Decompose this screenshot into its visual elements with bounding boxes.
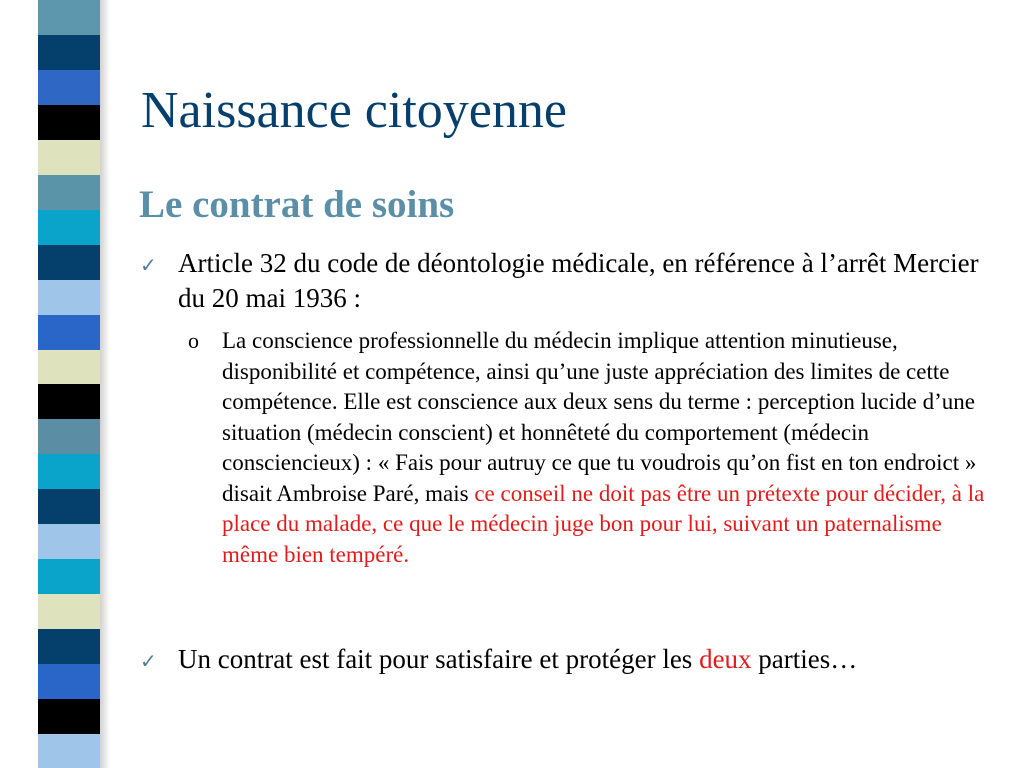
sub-bullet-text-highlight: ce conseil ne doit pas être un prétexte pour décider, à la place du malade, ce que le médecin juge bon pour lui, suivant un paternalisme même bien tempéré.	[222, 480, 985, 567]
bullet-text-before: Un contrat est fait pour satisfaire et protéger les	[178, 644, 700, 674]
stripe-band	[38, 733, 100, 768]
checkmark-icon: ✓	[140, 253, 157, 277]
stripe-band	[38, 105, 100, 140]
stripe-band	[38, 489, 100, 524]
bullet-item-article32	[140, 246, 990, 316]
stripe-band	[38, 70, 100, 105]
sub-bullet-item	[188, 326, 993, 570]
stripe-band	[38, 663, 100, 698]
bullet-item-contrat	[140, 642, 990, 677]
bullet-text	[178, 642, 990, 677]
bullet-text-after: parties…	[751, 644, 858, 674]
stripe-band	[38, 384, 100, 419]
stripe-band	[38, 0, 100, 35]
stripe-band	[38, 698, 100, 733]
slide-subtitle: Le contrat de soins	[139, 183, 455, 226]
stripe-band	[38, 593, 100, 628]
stripe-band	[38, 244, 100, 279]
stripe-band	[38, 140, 100, 175]
stripe-band	[38, 454, 100, 489]
stripe-band	[38, 419, 100, 454]
decorative-stripe	[38, 0, 100, 768]
checkmark-icon: ✓	[140, 649, 157, 673]
stripe-band	[38, 175, 100, 210]
stripe-shadow	[100, 0, 110, 768]
sub-bullet-text	[222, 326, 993, 570]
sub-bullet-text-normal: La conscience professionnelle du médecin implique attention minutieuse, disponibilité et compétence, ainsi qu’une juste appréciation des limites de cette compétence. Elle est conscience aux deux sens du terme : perception lucide d’une situation (médecin conscient) et honnêteté du comportement (médecin consciencieux) : « Fais pour autruy ce que tu voudrois qu’on fist en ton endroict » disait Ambroise Paré, mais	[222, 328, 977, 506]
stripe-band	[38, 349, 100, 384]
bullet-text-highlight: deux	[699, 644, 752, 674]
stripe-band	[38, 279, 100, 314]
stripe-band	[38, 209, 100, 244]
stripe-band	[38, 524, 100, 559]
stripe-band	[38, 628, 100, 663]
stripe-band	[38, 314, 100, 349]
stripe-band	[38, 559, 100, 594]
stripe-band	[38, 35, 100, 70]
circle-bullet-icon: o	[188, 328, 199, 353]
bullet-text: Article 32 du code de déontologie médicale, en référence à l’arrêt Mercier du 20 mai 1936 :	[178, 248, 979, 313]
slide-title: Naissance citoyenne	[141, 82, 567, 139]
